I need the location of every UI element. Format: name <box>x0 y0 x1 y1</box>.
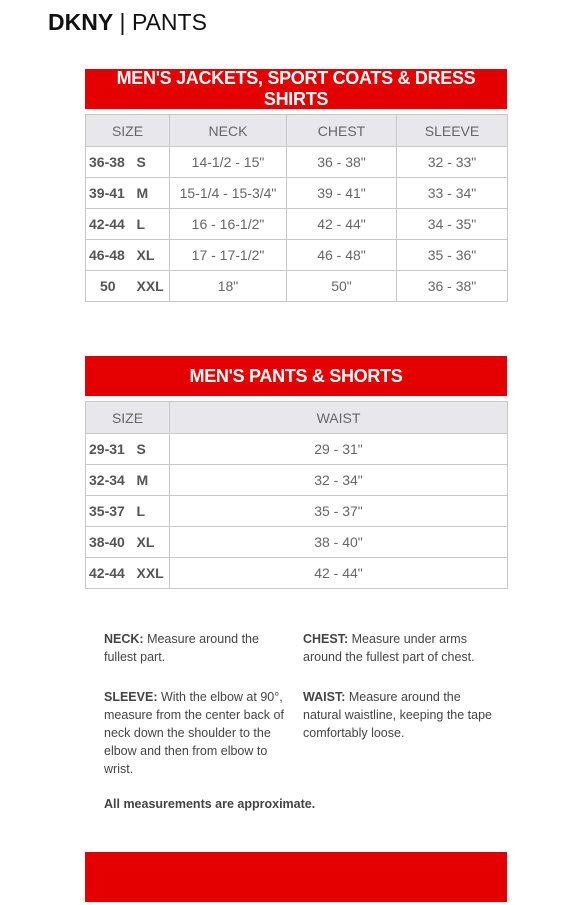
sleeve-note-text: With the elbow at 90°, measure from the center back of neck down the shoulder to the elbow and then from elbow to wrist. <box>104 690 284 776</box>
waist-note-text: Measure around the natural waistline, keeping the tape comfortably loose. <box>303 690 493 740</box>
table-row <box>86 558 508 589</box>
neck-note-text: Measure around the fullest part. <box>104 632 259 664</box>
column-header-chest: CHEST <box>287 115 397 147</box>
jackets-size-table <box>85 114 508 302</box>
size-range: 29-31 <box>86 434 136 465</box>
table-row <box>86 496 508 527</box>
footer-banner <box>85 852 507 902</box>
page-title <box>48 9 207 36</box>
column-header-sleeve: SLEEVE <box>397 115 508 147</box>
waist-value: 42 - 44" <box>170 558 508 589</box>
table-header-row <box>86 115 508 147</box>
column-header-size: SIZE <box>86 115 170 147</box>
sleeve-value: 35 - 36" <box>397 240 508 271</box>
size-letter: XL <box>136 527 170 558</box>
waist-note <box>303 688 498 742</box>
chest-note-label: CHEST: <box>303 632 349 646</box>
column-header-size: SIZE <box>86 402 170 434</box>
sleeve-note <box>104 688 299 778</box>
column-header-waist: WAIST <box>170 402 508 434</box>
chest-value: 46 - 48" <box>287 240 397 271</box>
neck-value: 14-1/2 - 15" <box>170 147 287 178</box>
size-letter: XXL <box>136 558 170 589</box>
waist-value: 32 - 34" <box>170 465 508 496</box>
approximate-disclaimer: All measurements are approximate. <box>104 797 316 811</box>
size-range: 39-41 <box>86 178 136 209</box>
table-row <box>86 527 508 558</box>
neck-value: 17 - 17-1/2" <box>170 240 287 271</box>
waist-value: 29 - 31" <box>170 434 508 465</box>
size-range: 42-44 <box>86 558 136 589</box>
size-range: 36-38 <box>86 147 136 178</box>
size-letter: L <box>136 496 170 527</box>
table-row <box>86 240 508 271</box>
table-row <box>86 178 508 209</box>
table-row <box>86 147 508 178</box>
neck-value: 16 - 16-1/2" <box>170 209 287 240</box>
jackets-banner: MEN'S JACKETS, SPORT COATS & DRESS SHIRTS <box>85 69 507 109</box>
title-separator: | <box>113 9 132 35</box>
neck-value: 18" <box>170 271 287 302</box>
table-row <box>86 209 508 240</box>
size-letter: XL <box>136 240 170 271</box>
table-row <box>86 465 508 496</box>
size-range: 35-37 <box>86 496 136 527</box>
neck-note <box>104 630 289 666</box>
neck-value: 15-1/4 - 15-3/4" <box>170 178 287 209</box>
waist-note-label: WAIST: <box>303 690 346 704</box>
table-row <box>86 271 508 302</box>
size-letter: L <box>136 209 170 240</box>
size-range: 46-48 <box>86 240 136 271</box>
size-range: 42-44 <box>86 209 136 240</box>
table-header-row <box>86 402 508 434</box>
neck-note-label: NECK: <box>104 632 144 646</box>
sleeve-value: 32 - 33" <box>397 147 508 178</box>
size-letter: M <box>136 178 170 209</box>
brand-name: DKNY <box>48 9 114 35</box>
sleeve-value: 33 - 34" <box>397 178 508 209</box>
table-row <box>86 434 508 465</box>
chest-value: 39 - 41" <box>287 178 397 209</box>
size-letter: XXL <box>136 271 170 302</box>
chest-value: 36 - 38" <box>287 147 397 178</box>
sleeve-value: 34 - 35" <box>397 209 508 240</box>
chest-note-text: Measure under arms around the fullest part of chest. <box>303 632 475 664</box>
waist-value: 35 - 37" <box>170 496 508 527</box>
category-name: PANTS <box>131 9 207 35</box>
pants-size-table <box>85 401 508 589</box>
size-range: 50 <box>86 271 136 302</box>
chest-note <box>303 630 508 666</box>
column-header-neck: NECK <box>170 115 287 147</box>
size-letter: S <box>136 147 170 178</box>
sleeve-note-label: SLEEVE: <box>104 690 158 704</box>
size-letter: M <box>136 465 170 496</box>
sleeve-value: 36 - 38" <box>397 271 508 302</box>
waist-value: 38 - 40" <box>170 527 508 558</box>
size-range: 38-40 <box>86 527 136 558</box>
size-range: 32-34 <box>86 465 136 496</box>
chest-value: 42 - 44" <box>287 209 397 240</box>
size-letter: S <box>136 434 170 465</box>
chest-value: 50" <box>287 271 397 302</box>
pants-banner: MEN'S PANTS & SHORTS <box>85 356 507 396</box>
